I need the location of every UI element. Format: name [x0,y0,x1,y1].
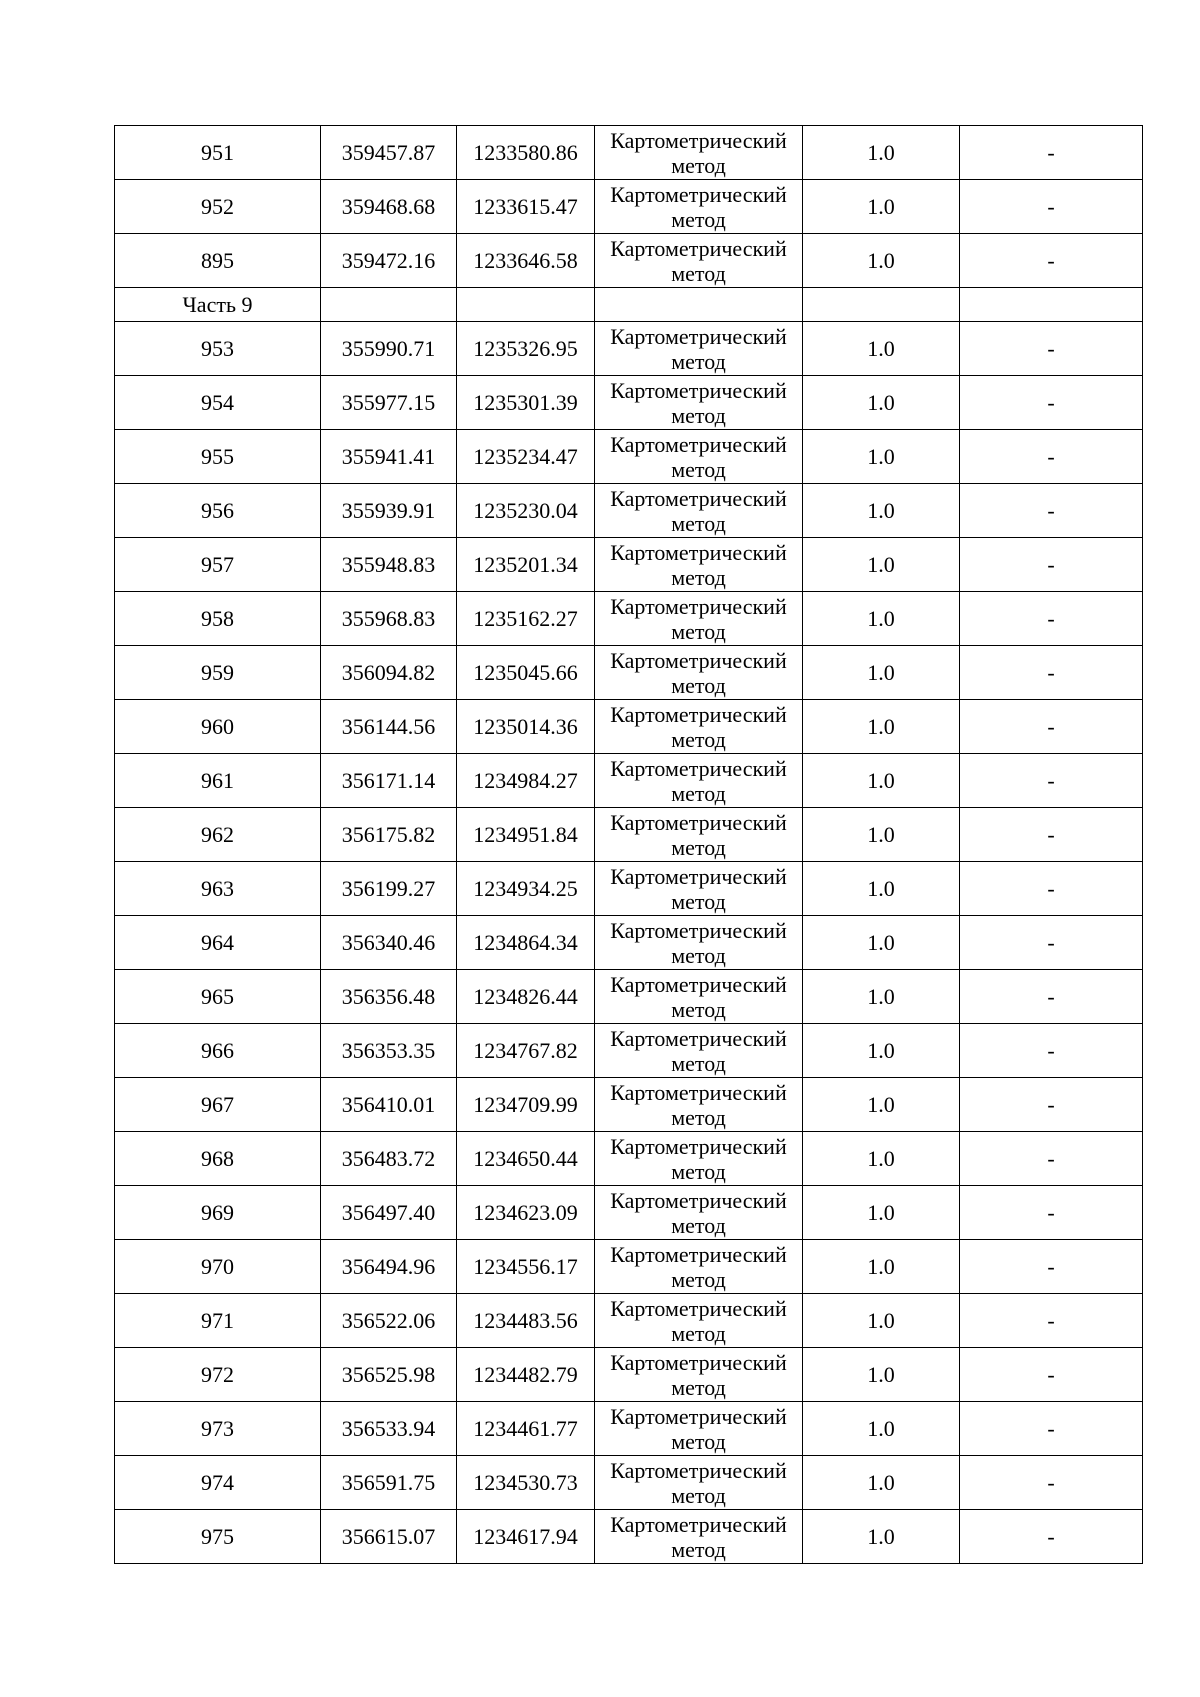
note-cell: - [960,1078,1143,1132]
table-row [115,376,1143,430]
accuracy-cell: 1.0 [803,126,960,180]
table-row [115,1402,1143,1456]
method-line1: Картометрический [610,863,787,889]
point-number-cell: 895 [115,234,321,288]
x-coordinate-cell: 355990.71 [321,322,457,376]
method-line2: метод [671,1050,726,1076]
section-heading-row [115,288,1143,322]
note-cell: - [960,646,1143,700]
x-coordinate-cell: 355941.41 [321,430,457,484]
y-coordinate-cell: 1235045.66 [457,646,595,700]
method-cell [595,376,803,430]
method-line2: метод [671,834,726,860]
method-cell [595,1132,803,1186]
y-coordinate-cell: 1235162.27 [457,592,595,646]
method-cell [595,1402,803,1456]
method-line2: метод [671,1158,726,1184]
method-line1: Картометрический [610,1349,787,1375]
y-coordinate-cell: 1234984.27 [457,754,595,808]
x-coordinate-cell: 359472.16 [321,234,457,288]
point-number-cell: 969 [115,1186,321,1240]
accuracy-cell: 1.0 [803,916,960,970]
x-coordinate-cell: 356175.82 [321,808,457,862]
note-cell: - [960,180,1143,234]
point-number-cell: 974 [115,1456,321,1510]
empty-cell [960,288,1143,322]
note-cell: - [960,430,1143,484]
table-row [115,592,1143,646]
accuracy-cell: 1.0 [803,1294,960,1348]
method-cell [595,808,803,862]
note-cell: - [960,916,1143,970]
empty-cell [321,288,457,322]
accuracy-cell: 1.0 [803,430,960,484]
table-row [115,1132,1143,1186]
note-cell: - [960,126,1143,180]
note-cell: - [960,322,1143,376]
method-line2: метод [671,780,726,806]
method-line2: метод [671,348,726,374]
table-row [115,484,1143,538]
x-coordinate-cell: 356353.35 [321,1024,457,1078]
y-coordinate-cell: 1233615.47 [457,180,595,234]
accuracy-cell: 1.0 [803,1132,960,1186]
accuracy-cell: 1.0 [803,1024,960,1078]
method-cell [595,538,803,592]
x-coordinate-cell: 355977.15 [321,376,457,430]
note-cell: - [960,592,1143,646]
y-coordinate-cell: 1235234.47 [457,430,595,484]
x-coordinate-cell: 356525.98 [321,1348,457,1402]
x-coordinate-cell: 356144.56 [321,700,457,754]
y-coordinate-cell: 1233580.86 [457,126,595,180]
y-coordinate-cell: 1235301.39 [457,376,595,430]
point-number-cell: 952 [115,180,321,234]
method-line2: метод [671,564,726,590]
x-coordinate-cell: 356410.01 [321,1078,457,1132]
point-number-cell: 959 [115,646,321,700]
method-line1: Картометрический [610,755,787,781]
method-line2: метод [671,152,726,178]
table-row [115,1240,1143,1294]
method-line2: метод [671,1482,726,1508]
x-coordinate-cell: 359468.68 [321,180,457,234]
section-heading: Часть 9 [115,288,321,322]
method-line2: метод [671,888,726,914]
x-coordinate-cell: 356591.75 [321,1456,457,1510]
point-number-cell: 957 [115,538,321,592]
x-coordinate-cell: 356094.82 [321,646,457,700]
method-line1: Картометрический [610,485,787,511]
method-line2: метод [671,672,726,698]
table-row [115,126,1143,180]
method-cell [595,1024,803,1078]
x-coordinate-cell: 356483.72 [321,1132,457,1186]
method-line1: Картометрический [610,971,787,997]
y-coordinate-cell: 1234556.17 [457,1240,595,1294]
note-cell: - [960,862,1143,916]
point-number-cell: 951 [115,126,321,180]
method-line1: Картометрический [610,701,787,727]
y-coordinate-cell: 1234864.34 [457,916,595,970]
table-row [115,700,1143,754]
method-line1: Картометрический [610,917,787,943]
accuracy-cell: 1.0 [803,592,960,646]
accuracy-cell: 1.0 [803,376,960,430]
point-number-cell: 966 [115,1024,321,1078]
method-line2: метод [671,1536,726,1562]
table-row [115,754,1143,808]
method-line2: метод [671,510,726,536]
empty-cell [457,288,595,322]
point-number-cell: 962 [115,808,321,862]
method-cell [595,700,803,754]
y-coordinate-cell: 1234482.79 [457,1348,595,1402]
y-coordinate-cell: 1234934.25 [457,862,595,916]
y-coordinate-cell: 1234483.56 [457,1294,595,1348]
accuracy-cell: 1.0 [803,1240,960,1294]
method-cell [595,1240,803,1294]
point-number-cell: 955 [115,430,321,484]
point-number-cell: 954 [115,376,321,430]
method-cell [595,862,803,916]
x-coordinate-cell: 356356.48 [321,970,457,1024]
method-cell [595,1294,803,1348]
note-cell: - [960,1510,1143,1564]
y-coordinate-cell: 1234826.44 [457,970,595,1024]
note-cell: - [960,970,1143,1024]
table-body [115,126,1143,1564]
accuracy-cell: 1.0 [803,1510,960,1564]
x-coordinate-cell: 355939.91 [321,484,457,538]
method-cell [595,1078,803,1132]
accuracy-cell: 1.0 [803,1186,960,1240]
accuracy-cell: 1.0 [803,234,960,288]
y-coordinate-cell: 1233646.58 [457,234,595,288]
x-coordinate-cell: 356533.94 [321,1402,457,1456]
point-number-cell: 968 [115,1132,321,1186]
method-cell [595,322,803,376]
point-number-cell: 973 [115,1402,321,1456]
method-cell [595,234,803,288]
y-coordinate-cell: 1234650.44 [457,1132,595,1186]
method-line1: Картометрический [610,431,787,457]
coordinates-table [114,125,1143,1564]
y-coordinate-cell: 1234461.77 [457,1402,595,1456]
method-line1: Картометрический [610,647,787,673]
point-number-cell: 972 [115,1348,321,1402]
x-coordinate-cell: 359457.87 [321,126,457,180]
table-row [115,1078,1143,1132]
method-line1: Картометрический [610,1295,787,1321]
accuracy-cell: 1.0 [803,484,960,538]
method-cell [595,126,803,180]
accuracy-cell: 1.0 [803,538,960,592]
point-number-cell: 964 [115,916,321,970]
method-cell [595,754,803,808]
y-coordinate-cell: 1234951.84 [457,808,595,862]
table-row [115,430,1143,484]
table-row [115,970,1143,1024]
table-row [115,322,1143,376]
y-coordinate-cell: 1234530.73 [457,1456,595,1510]
accuracy-cell: 1.0 [803,970,960,1024]
method-line1: Картометрический [610,1457,787,1483]
method-cell [595,1510,803,1564]
x-coordinate-cell: 356497.40 [321,1186,457,1240]
note-cell: - [960,1294,1143,1348]
method-line1: Картометрический [610,809,787,835]
method-line2: метод [671,1374,726,1400]
accuracy-cell: 1.0 [803,1078,960,1132]
method-line1: Картометрический [610,181,787,207]
table-row [115,862,1143,916]
point-number-cell: 971 [115,1294,321,1348]
y-coordinate-cell: 1235326.95 [457,322,595,376]
accuracy-cell: 1.0 [803,1402,960,1456]
table-row [115,1024,1143,1078]
note-cell: - [960,1456,1143,1510]
accuracy-cell: 1.0 [803,1456,960,1510]
accuracy-cell: 1.0 [803,808,960,862]
method-line1: Картометрический [610,235,787,261]
x-coordinate-cell: 356340.46 [321,916,457,970]
method-line1: Картометрический [610,593,787,619]
method-line2: метод [671,206,726,232]
note-cell: - [960,234,1143,288]
note-cell: - [960,1132,1143,1186]
x-coordinate-cell: 356522.06 [321,1294,457,1348]
accuracy-cell: 1.0 [803,700,960,754]
method-line2: метод [671,618,726,644]
accuracy-cell: 1.0 [803,1348,960,1402]
method-line2: метод [671,456,726,482]
method-cell [595,430,803,484]
method-line1: Картометрический [610,1403,787,1429]
point-number-cell: 956 [115,484,321,538]
accuracy-cell: 1.0 [803,754,960,808]
table-row [115,234,1143,288]
note-cell: - [960,1402,1143,1456]
accuracy-cell: 1.0 [803,646,960,700]
point-number-cell: 960 [115,700,321,754]
point-number-cell: 975 [115,1510,321,1564]
table-row [115,1348,1143,1402]
method-line2: метод [671,1320,726,1346]
empty-cell [595,288,803,322]
method-cell [595,916,803,970]
y-coordinate-cell: 1234767.82 [457,1024,595,1078]
method-cell [595,646,803,700]
method-line1: Картометрический [610,1187,787,1213]
method-line1: Картометрический [610,1133,787,1159]
method-line2: метод [671,260,726,286]
point-number-cell: 953 [115,322,321,376]
method-line2: метод [671,996,726,1022]
table-row [115,538,1143,592]
method-cell [595,1186,803,1240]
empty-cell [803,288,960,322]
point-number-cell: 963 [115,862,321,916]
table-row [115,1186,1143,1240]
y-coordinate-cell: 1235201.34 [457,538,595,592]
x-coordinate-cell: 356494.96 [321,1240,457,1294]
table-row [115,1456,1143,1510]
accuracy-cell: 1.0 [803,862,960,916]
note-cell: - [960,1186,1143,1240]
accuracy-cell: 1.0 [803,322,960,376]
point-number-cell: 970 [115,1240,321,1294]
method-line2: метод [671,1266,726,1292]
note-cell: - [960,1024,1143,1078]
method-cell [595,1348,803,1402]
method-line1: Картометрический [610,1511,787,1537]
note-cell: - [960,754,1143,808]
method-line1: Картометрический [610,323,787,349]
point-number-cell: 958 [115,592,321,646]
y-coordinate-cell: 1235230.04 [457,484,595,538]
method-cell [595,484,803,538]
note-cell: - [960,808,1143,862]
table-row [115,1510,1143,1564]
accuracy-cell: 1.0 [803,180,960,234]
note-cell: - [960,484,1143,538]
y-coordinate-cell: 1234617.94 [457,1510,595,1564]
method-cell [595,970,803,1024]
method-line2: метод [671,402,726,428]
point-number-cell: 967 [115,1078,321,1132]
method-line2: метод [671,1104,726,1130]
x-coordinate-cell: 356615.07 [321,1510,457,1564]
method-line1: Картометрический [610,539,787,565]
method-line2: метод [671,942,726,968]
method-line2: метод [671,1428,726,1454]
method-line2: метод [671,1212,726,1238]
table-row [115,646,1143,700]
x-coordinate-cell: 355948.83 [321,538,457,592]
method-cell [595,1456,803,1510]
y-coordinate-cell: 1234623.09 [457,1186,595,1240]
x-coordinate-cell: 355968.83 [321,592,457,646]
note-cell: - [960,1240,1143,1294]
method-line1: Картометрический [610,1241,787,1267]
method-cell [595,180,803,234]
note-cell: - [960,376,1143,430]
y-coordinate-cell: 1235014.36 [457,700,595,754]
note-cell: - [960,538,1143,592]
x-coordinate-cell: 356199.27 [321,862,457,916]
point-number-cell: 965 [115,970,321,1024]
table-row [115,916,1143,970]
method-line1: Картометрический [610,1025,787,1051]
table-row [115,808,1143,862]
note-cell: - [960,700,1143,754]
table-row [115,1294,1143,1348]
method-cell [595,592,803,646]
x-coordinate-cell: 356171.14 [321,754,457,808]
y-coordinate-cell: 1234709.99 [457,1078,595,1132]
table-row [115,180,1143,234]
note-cell: - [960,1348,1143,1402]
point-number-cell: 961 [115,754,321,808]
method-line1: Картометрический [610,1079,787,1105]
method-line1: Картометрический [610,377,787,403]
method-line1: Картометрический [610,127,787,153]
method-line2: метод [671,726,726,752]
